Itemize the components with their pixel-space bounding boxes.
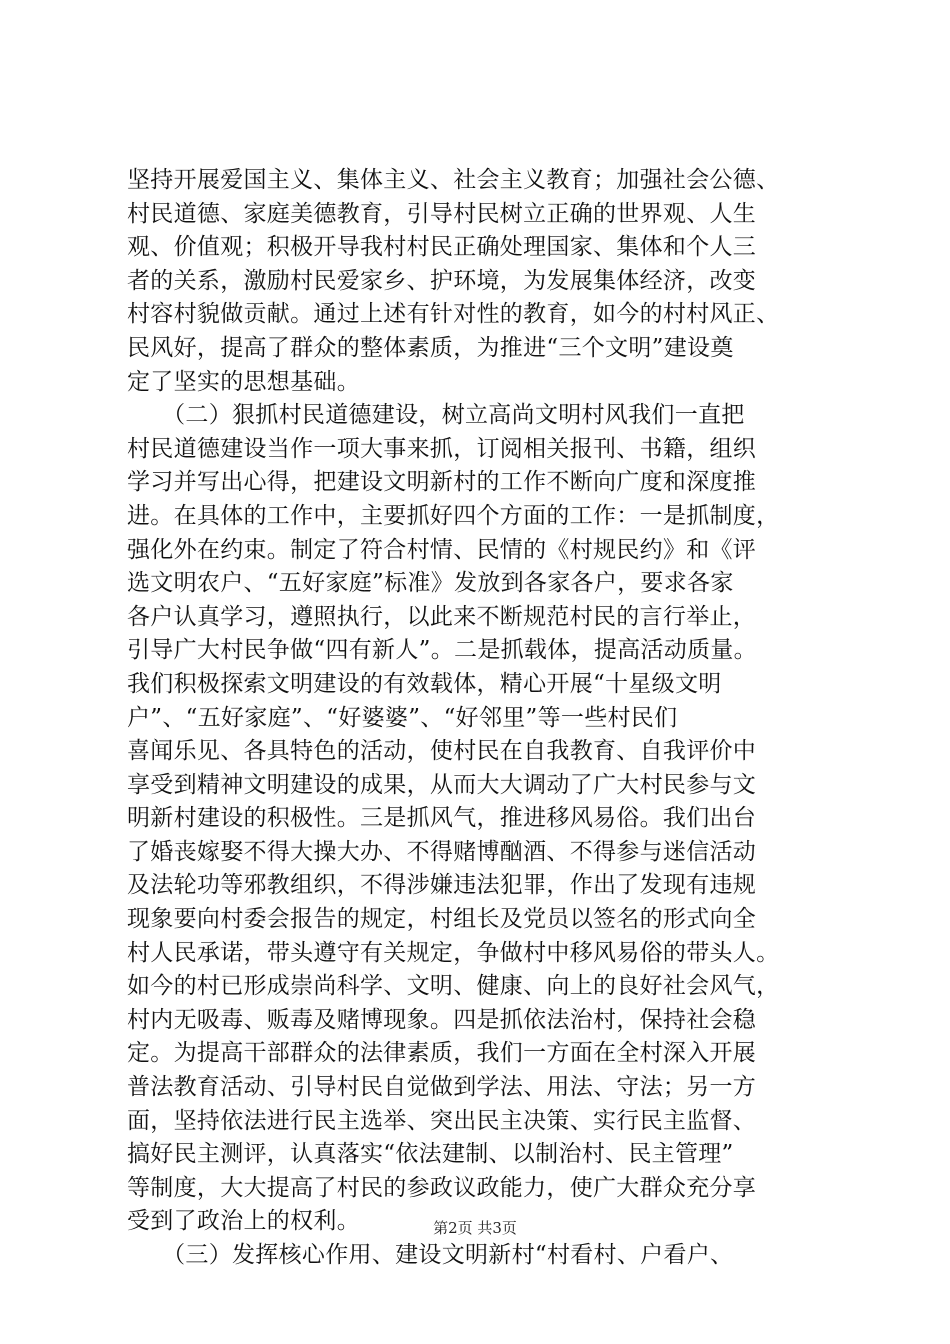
text-line: 村民道德建设当作一项大事来抓，订阅相关报刊、书籍，组织 [127,435,757,462]
text-line: 观、价值观；积极开导我村村民正确处理国家、集体和个人三 [127,234,757,261]
text-line: 村容村貌做贡献。通过上述有针对性的教育，如今的村村风正、 [127,301,780,328]
text-line: （三）发挥核心作用、建设文明新村“村看村、户看户、 [127,1242,734,1268]
text-line: 喜闻乐见、各具特色的活动，使村民在自我教育、自我评价中 [127,738,757,765]
text-line: 明新村建设的积极性。三是抓风气，推进移风易俗。我们出台 [127,805,757,832]
text-line: 等制度，大大提高了村民的参政议政能力，使广大群众充分享 [127,1174,757,1201]
text-line: 及法轮功等邪教组织，不得涉嫌违法犯罪，作出了发现有违规 [127,872,757,899]
text-line: 如今的村已形成崇尚科学、文明、健康、向上的良好社会风气， [127,973,780,1000]
text-line: 强化外在约束。制定了符合村情、民情的《村规民约》和《评 [127,536,757,563]
text-line: 面，坚持依法进行民主选举、突出民主决策、实行民主监督、 [127,1107,757,1134]
text-line: 坚持开展爱国主义、集体主义、社会主义教育；加强社会公德、 [127,167,780,193]
text-line: 学习并写出心得，把建设文明新村的工作不断向广度和深度推 [127,469,757,496]
text-line: 受到了政治上的权利。 [127,1208,360,1235]
text-line: 各户认真学习，遵照执行，以此来不断规范村民的言行举止， [127,603,757,630]
text-line: 了婚丧嫁娶不得大操大办、不得赌博酗酒、不得参与迷信活动 [127,838,757,865]
text-line: 定。为提高干部群众的法律素质，我们一方面在全村深入开展 [127,1040,757,1067]
text-line: 村民道德、家庭美德教育，引导村民树立正确的世界观、人生 [127,200,757,227]
text-line: 进。在具体的工作中，主要抓好四个方面的工作：一是抓制度， [127,502,780,529]
text-line: （二）狠抓村民道德建设，树立高尚文明村风我们一直把 [127,402,745,429]
text-line: 定了坚实的思想基础。 [127,368,360,395]
text-line: 者的关系，激励村民爱家乡、护环境，为发展集体经济，改变 [127,267,757,294]
text-line: 引导广大村民争做“四有新人”。二是抓载体，提高活动质量。 [127,637,757,664]
text-line: 选文明农户、“五好家庭”标准》发放到各家各户，要求各家 [127,570,734,597]
text-line: 民风好，提高了群众的整体素质，为推进“三个文明”建设奠 [127,334,734,361]
page-number-footer: 第2页 共3页 [433,1219,517,1237]
text-line: 享受到精神文明建设的成果，从而大大调动了广大村民参与文 [127,771,757,798]
text-line: 现象要向村委会报告的规定，村组长及党员以签名的形式向全 [127,906,757,933]
text-line: 村人民承诺，带头遵守有关规定，争做村中移风易俗的带头人。 [127,939,780,966]
text-line: 普法教育活动、引导村民自觉做到学法、用法、守法；另一方 [127,1074,757,1101]
text-line: 村内无吸毒、贩毒及赌博现象。四是抓依法治村，保持社会稳 [127,1006,757,1033]
document-body [127,164,832,1273]
text-line: 我们积极探索文明建设的有效载体，精心开展“十星级文明 [127,670,722,697]
text-line: 户”、“五好家庭”、“好婆婆”、“好邻里”等一些村民们 [127,704,678,731]
text-line: 搞好民主测评，认真落实“依法建制、以制治村、民主管理” [127,1141,734,1168]
